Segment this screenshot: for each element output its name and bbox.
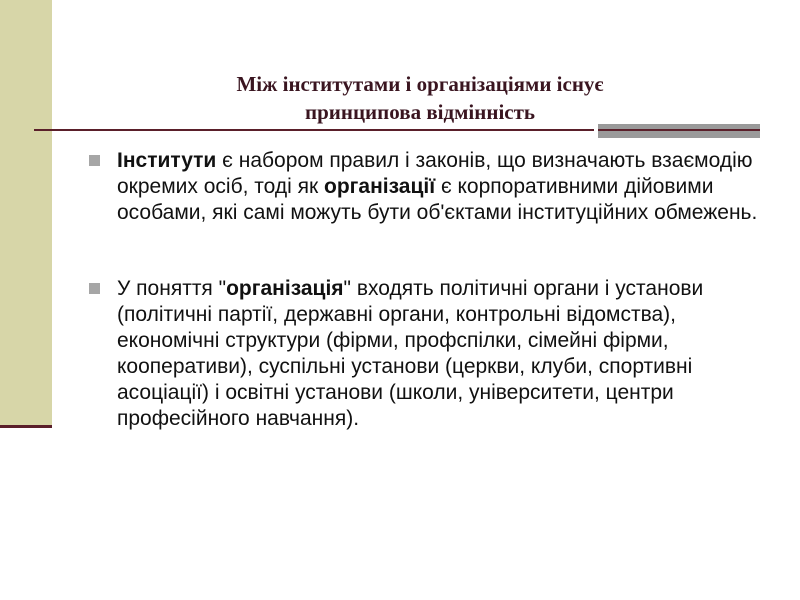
term-institutions: Інститути xyxy=(117,149,217,172)
term-organization: організація xyxy=(226,277,344,300)
title-line-2: принципова відмінність xyxy=(304,100,536,124)
bullet-item-institutions xyxy=(88,148,758,226)
bullet-text: є набором правил і законів, що визначають взаємодію окремих осіб, тоді як xyxy=(117,149,753,198)
title-underline xyxy=(34,129,594,131)
square-bullet-icon xyxy=(89,155,100,166)
bullet-text: У поняття " xyxy=(117,277,227,300)
bullet-item-organization-concept xyxy=(88,276,758,432)
bullet-list xyxy=(88,148,758,432)
term-organizations: організації xyxy=(324,175,436,198)
side-decor-band xyxy=(0,0,52,425)
square-bullet-icon xyxy=(89,283,100,294)
title-line-1: Між інститутами і організаціями існує xyxy=(236,72,604,96)
bullet-text: є корпоративними дійовими особами, які самі можуть бути об'єктами інституційних обмежень. xyxy=(117,175,758,224)
title-accent-line xyxy=(598,129,760,131)
bullet-text: " входять політичні органи і установи (політичні партії, державні органи, контрольні відомства), економічні структури (фірми, профспілки, сімейні фірми, кооперативи), суспільні установи (церкви, клуби, спортивні асоціації) і освітні установи (школи, університети, центри професійного навчання). xyxy=(117,277,704,430)
slide-title xyxy=(120,70,720,126)
title-accent-bar xyxy=(598,124,760,138)
side-decor-line xyxy=(0,425,52,428)
